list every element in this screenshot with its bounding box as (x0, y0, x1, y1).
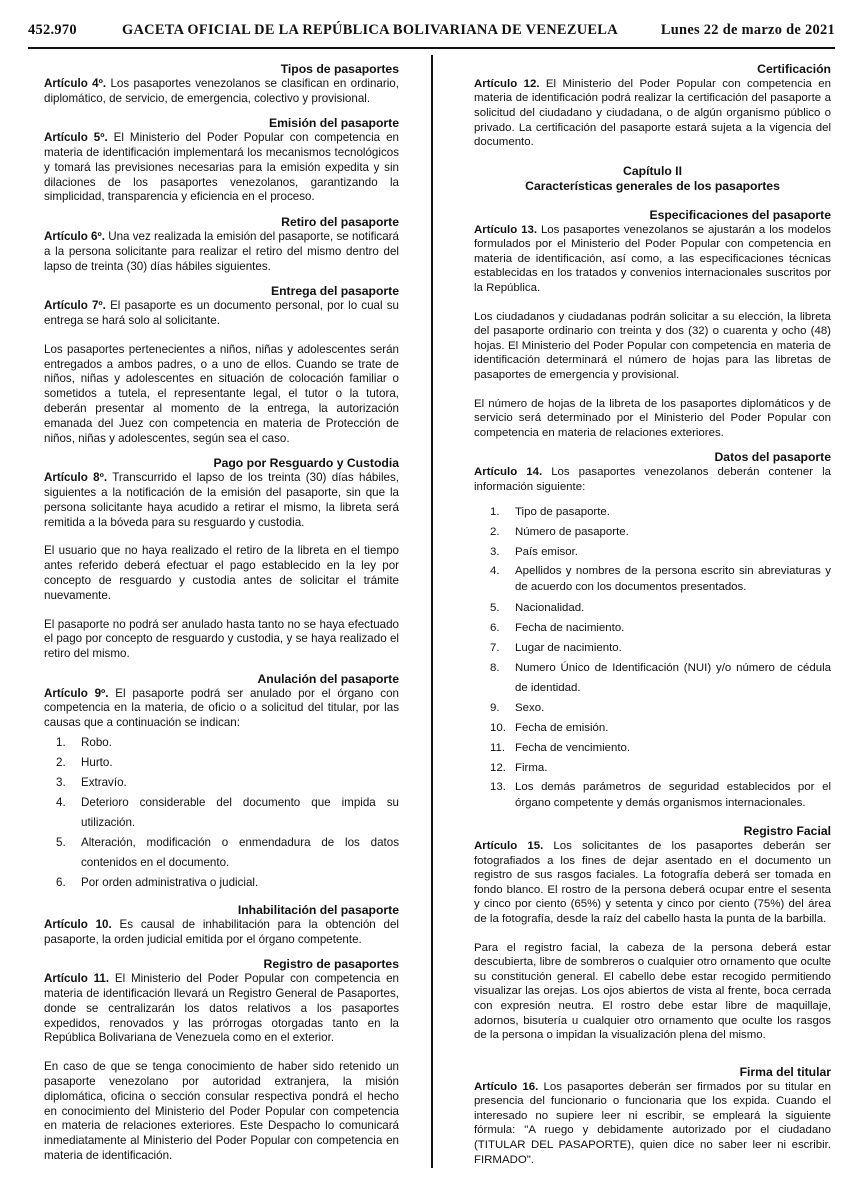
article-text: El pasaporte podrá ser anulado por el órgano con competencia en la materia, de oficio o a solicitud del titular, por las causas que a continuación se indican: (44, 686, 399, 730)
list-item (490, 562, 831, 598)
section-datos (474, 450, 831, 814)
item-text: Deterioro considerable del documento que impida su utilización. (81, 796, 399, 830)
article-paragraph (44, 918, 399, 948)
item-number: 4. (490, 565, 500, 578)
article-number: Artículo 15. (474, 840, 544, 853)
list-item (56, 833, 399, 873)
article-paragraph (44, 131, 399, 205)
section-pago (44, 456, 399, 662)
chapter-heading (474, 164, 831, 194)
list-item (56, 773, 399, 793)
list-item (490, 738, 831, 758)
issue-date: Lunes 22 de marzo de 2021 (660, 22, 835, 38)
item-text: País emisor. (515, 546, 578, 559)
article-number: Artículo 12. (474, 77, 540, 90)
section-registro-facial (474, 824, 831, 1043)
article-number: Artículo 11. (44, 972, 110, 986)
section-tipos (44, 62, 399, 106)
paragraph: En caso de que se tenga conocimiento de haber sido retenido un pasaporte venezolano por autoridad extranjera, la misión diplomática, oficina o sección consular respectiva pondrá el hecho en conocimiento del Ministerio del Poder Popular con competencia en materia de relaciones exteriores. Este Despacho lo comunicará inmediatamente al Ministerio del Poder Popular con competencia en materia de identificación. (44, 1060, 399, 1163)
item-text: Fecha de nacimiento. (515, 622, 625, 635)
article-paragraph (474, 77, 831, 150)
list-item (490, 658, 831, 698)
list-item (490, 638, 831, 658)
section-heading: Certificación (757, 62, 831, 76)
item-number: 2. (56, 756, 66, 770)
gazette-title: GACETA OFICIAL DE LA REPÚBLICA BOLIVARIANA DE VENEZUELA (122, 22, 618, 38)
item-text: Número de pasaporte. (515, 526, 629, 539)
item-text: Robo. (81, 736, 112, 750)
item-number: 9. (490, 702, 500, 715)
item-text: Numero Único de Identificación (NUI) y/o número de cédula de identidad. (515, 662, 831, 695)
cause-list (56, 733, 399, 893)
item-number: 1. (490, 506, 500, 519)
section-heading: Datos del pasaporte (714, 450, 831, 465)
article-paragraph (44, 299, 399, 329)
article-paragraph (474, 465, 831, 494)
list-item (490, 618, 831, 638)
article-text: Es causal de inhabilitación para la obtención del pasaporte, la orden judicial emitida por el órgano competente. (44, 917, 399, 946)
item-text: Los demás parámetros de seguridad establecidos por el órgano competente y demás organismos internacionales. (515, 781, 831, 809)
article-text: El Ministerio del Poder Popular con competencia en materia de identificación llevará un Registro General de Pasaportes, donde se centralizarán los datos relativos a los pasaportes expedidos, renovados y las prórrogas otorgadas tanto en la República Bolivariana de Venezuela como en el exterior. (44, 972, 399, 1045)
article-text: El Ministerio del Poder Popular con competencia en materia de identificación podrá realizar la certificación del pasaporte a solicitud del ciudadano y ciudadana, o de algún organismo público o privado. La certificación del pasaporte estará sujeta a la vigencia del documento. (474, 77, 832, 149)
item-number: 5. (56, 836, 66, 850)
article-paragraph (44, 972, 399, 1046)
right-column (474, 62, 831, 1177)
item-text: Apellidos y nombres de la persona escrito sin abreviaturas y de acuerdo con los documentos presentados. (515, 565, 831, 593)
list-item (490, 718, 831, 738)
paragraph: Los ciudadanos y ciudadanas podrán solicitar a su elección, la libreta del pasaporte ordinario con treinta y dos (32) o cuarenta y ocho (48) hojas. El Ministerio del Poder Popular con competencia en materia de identificación determinará el número de hojas para las libretas de pasaportes de emergencia y provisional. (474, 310, 831, 381)
article-paragraph (474, 839, 831, 927)
header-rule (28, 47, 835, 49)
section-emision (44, 116, 399, 205)
item-number: 1. (56, 736, 66, 750)
section-heading: Anulación del pasaporte (257, 671, 399, 686)
item-number: 2. (490, 526, 500, 539)
article-text: Una vez realizada la emisión del pasaporte, se notificará a la persona solicitante para realizar el retiro del mismo dentro del lapso de treinta (30) días hábiles siguientes. (44, 229, 399, 273)
section-heading: Retiro del pasaporte (281, 215, 399, 230)
page-header (28, 22, 835, 44)
item-number: 13. (490, 781, 506, 794)
section-firma (474, 1065, 831, 1167)
item-number: 5. (490, 602, 500, 615)
list-item (56, 793, 399, 833)
item-text: Firma. (515, 762, 548, 775)
article-number: Artículo 7º. (44, 299, 106, 313)
list-item (490, 542, 831, 562)
column-divider (431, 55, 433, 1168)
article-paragraph (44, 230, 399, 274)
list-item (56, 753, 399, 773)
chapter-title: Características generales de los pasaportes (525, 178, 780, 193)
article-number: Artículo 10. (44, 917, 112, 931)
item-number: 6. (56, 876, 66, 890)
section-heading: Registro Facial (743, 824, 831, 839)
item-text: Extravío. (81, 776, 127, 790)
section-certificacion (474, 62, 831, 150)
article-text: Los pasaportes venezolanos se clasifican en ordinario, diplomático, de servicio, de emergencia, colectivo y provisional. (44, 76, 399, 105)
article-paragraph (44, 471, 399, 530)
article-text: El pasaporte es un documento personal, por lo cual su entrega se hará solo al solicitante. (44, 299, 399, 327)
data-list (490, 502, 831, 814)
list-item (490, 598, 831, 618)
section-heading: Tipos de pasaportes (280, 62, 399, 76)
section-heading: Registro de pasaportes (263, 957, 399, 972)
list-item (490, 502, 831, 522)
article-text: El Ministerio del Poder Popular con competencia en materia de identificación implementará los mecanismos tecnológicos y tomará las previsiones necesarias para la emisión expedita y sin dilaciones de los pasaportes venezolanos, garantizando la simplicidad, transparencia y eficiencia en el proceso. (44, 131, 399, 204)
item-text: Sexo. (515, 702, 545, 715)
section-heading: Inhabilitación del pasaporte (237, 903, 399, 918)
article-number: Artículo 16. (474, 1080, 539, 1093)
item-number: 8. (490, 662, 500, 675)
article-number: Artículo 13. (474, 223, 538, 236)
chapter-number: Capítulo II (623, 163, 682, 178)
article-text: Transcurrido el lapso de los treinta (30) días hábiles, siguientes a la notificación de la emisión del pasaporte, sin que la persona solicitante haya acudido a retirar el mismo, la libreta será remitida a la bóveda para su resguardo y custodia. (44, 471, 399, 529)
section-heading: Especificaciones del pasaporte (649, 207, 831, 222)
item-number: 6. (490, 622, 500, 635)
section-inhabilitacion (44, 903, 399, 947)
article-paragraph (474, 223, 831, 296)
item-text: Alteración, modificación o enmendadura de los datos contenidos en el documento. (81, 836, 399, 870)
section-heading: Pago por Resguardo y Custodia (213, 456, 399, 471)
article-number: Artículo 4º. (44, 76, 107, 90)
article-text: Los pasaportes venezolanos se ajustarán a los modelos formulados por el Ministerio del Poder Popular con competencia en materia de identificación, así como, a las especificaciones técnicas establecidas en los tratados y convenios internacionales suscritos por la República. (474, 223, 831, 294)
paragraph: El usuario que no haya realizado el retiro de la libreta en el tiempo antes referido deberá efectuar el pago establecido en la ley por concepto de resguardo y custodia antes de solicitar el trámite nuevamente. (44, 544, 399, 602)
section-anulacion (44, 672, 399, 893)
item-number: 12. (490, 762, 506, 775)
left-column (44, 62, 399, 1174)
article-text: Los solicitantes de los pasaportes deberán ser fotografiados a los fines de dejar asentado en el documento un registro de sus rasgos faciales. La fotografía deberá ser tomada en fondo blanco. El rostro de la persona deberá ocupar entre el sesenta y cinco por ciento (65%) y setenta y cinco por ciento (75%) del área de la fotografía, desde la raíz del cabello hasta la punta de la barbilla. (474, 840, 831, 926)
page-number: 452.970 (28, 22, 77, 38)
item-text: Tipo de pasaporte. (515, 506, 610, 519)
list-item (56, 873, 399, 893)
section-heading: Firma del titular (739, 1064, 831, 1079)
item-number: 10. (490, 722, 506, 735)
item-number: 4. (56, 796, 66, 810)
paragraph: Para el registro facial, la cabeza de la persona deberá estar descubierta, libre de sombreros o cualquier otro ornamento que oculte su constitución general. El cabello debe estar recogido permitiendo visualizar las orejas. Los ojos abiertos de vista al frente, boca cerrada con expresión neutra. El rostro debe estar libre de maquillaje, adornos, bisutería u cualquier otro ornamento que oculte los rasgos de la persona o impidan la visualización plena del mismo. (474, 941, 831, 1042)
paragraph: El número de hojas de la libreta de los pasaportes diplomáticos y de servicio será determinado por el Ministerio del Poder Popular con competencia en materia de relaciones exteriores. (474, 397, 831, 439)
article-number: Artículo 14. (474, 466, 543, 479)
list-item (490, 698, 831, 718)
article-paragraph (44, 77, 399, 107)
section-heading: Entrega del pasaporte (270, 284, 399, 299)
item-number: 7. (490, 642, 500, 655)
list-item (490, 778, 831, 814)
article-text: Los pasaportes deberán ser firmados por su titular en presencia del funcionario o funcionaria que los expida. Cuando el interesado no supiere leer ni escribir, se empleará la siguiente fórmula: "A ruego y debidamente autorizado por el ciudadano (TITULAR DEL PASAPORTE), quien dice no saber leer ni escribir. FIRMADO". (474, 1080, 831, 1166)
paragraph: El pasaporte no podrá ser anulado hasta tanto no se haya efectuado el pago por concepto de resguardo y custodia, y se haya realizado el retiro del mismo. (44, 617, 399, 661)
item-text: Fecha de emisión. (515, 722, 609, 735)
item-number: 3. (490, 546, 500, 559)
item-text: Fecha de vencimiento. (515, 742, 631, 755)
article-number: Artículo 5º. (44, 131, 108, 145)
item-text: Lugar de nacimiento. (515, 642, 622, 655)
article-text: Los pasaportes venezolanos deberán contener la información siguiente: (474, 466, 831, 493)
section-registro (44, 957, 399, 1163)
section-heading: Emisión del pasaporte (268, 116, 399, 131)
item-text: Hurto. (81, 756, 113, 770)
article-number: Artículo 9º. (44, 686, 109, 700)
article-number: Artículo 8º. (44, 471, 108, 485)
list-item (490, 758, 831, 778)
item-text: Por orden administrativa o judicial. (81, 876, 259, 890)
item-number: 3. (56, 776, 66, 790)
article-number: Artículo 6º. (44, 229, 105, 243)
item-text: Nacionalidad. (515, 602, 585, 615)
section-entrega (44, 284, 399, 446)
section-especificaciones (474, 208, 831, 441)
paragraph: Los pasaportes pertenecientes a niños, niñas y adolescentes serán entregados a ambos padres, o a uno de ellos. Cuando se trate de niños, niñas y adolescentes en situación de colocación familiar o sometidos a tutela, el representante legal, el tutor o la tutora, deberán presentar al momento de la entrega, la autorización emanada del Juez con competencia en materia de Protección de niños, niñas y adolescentes, según sea el caso. (44, 342, 399, 445)
list-item (490, 522, 831, 542)
article-paragraph (44, 687, 399, 731)
section-retiro (44, 215, 399, 274)
item-number: 11. (490, 742, 506, 755)
list-item (56, 733, 399, 753)
article-paragraph (474, 1080, 831, 1168)
